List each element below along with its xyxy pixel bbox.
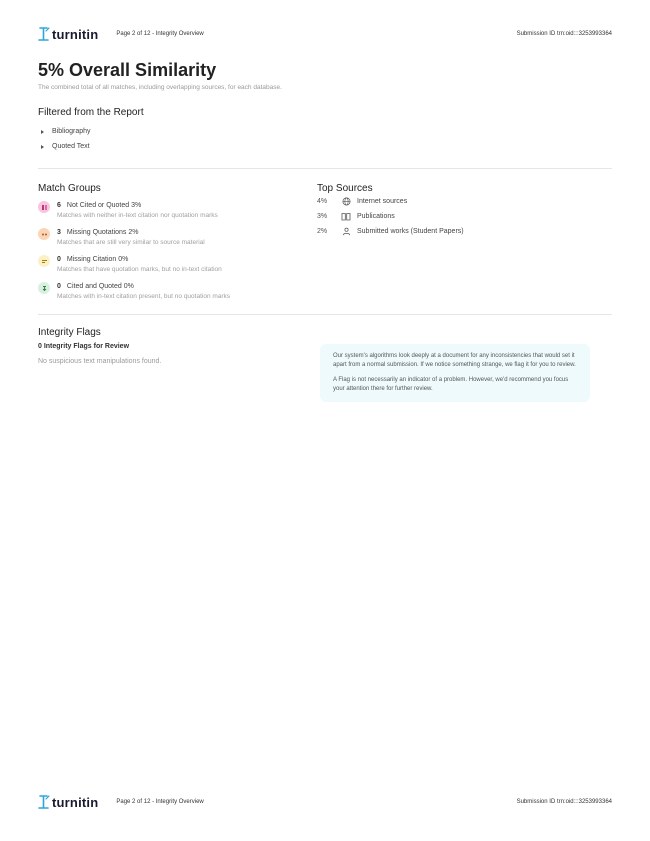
divider — [38, 314, 612, 315]
book-icon — [341, 212, 351, 222]
page-header — [38, 24, 612, 44]
source-percent: 4% — [317, 198, 328, 205]
match-group-item[interactable] — [38, 201, 317, 221]
match-group-item[interactable] — [38, 255, 317, 275]
person-icon — [341, 227, 351, 237]
match-count: 3 — [57, 229, 61, 236]
match-label: Missing Citation 0% — [66, 256, 129, 263]
bullet-icon — [41, 130, 44, 134]
turnitin-logo-icon — [38, 794, 50, 810]
page-info: Page 2 of 12 - Integrity Overview — [116, 799, 204, 805]
page-info: Page 2 of 12 - Integrity Overview — [116, 31, 204, 37]
divider — [38, 168, 612, 169]
match-groups-heading: Match Groups — [38, 183, 101, 194]
page-footer — [38, 792, 612, 812]
info-paragraph: Our system's algorithms look deeply at a document for any inconsistencies that would set it apart from a normal submission. If we notice something strange, we flag it for you to review. — [333, 353, 576, 368]
integrity-flags-count: 0 Integrity Flags for Review — [38, 343, 130, 350]
match-description: Matches that are still very similar to source material — [57, 239, 205, 246]
submission-id: Submission ID trn:oid:::3253993364 — [516, 31, 612, 37]
filtered-list — [38, 124, 612, 154]
match-label: Not Cited or Quoted 3% — [66, 202, 142, 209]
turnitin-logo — [38, 794, 98, 810]
match-count: 0 — [57, 283, 61, 290]
match-count: 6 — [57, 202, 61, 209]
logo-text: turnitin — [52, 794, 99, 810]
match-group-item[interactable] — [38, 282, 317, 302]
source-label: Internet sources — [357, 198, 408, 205]
filtered-item: Quoted Text — [38, 139, 612, 154]
integrity-flags-heading: Integrity Flags — [38, 327, 101, 338]
globe-icon — [341, 197, 351, 207]
match-description: Matches with in-text citation present, but no quotation marks — [57, 293, 231, 300]
source-label: Publications — [357, 213, 395, 220]
missing-quotations-icon — [38, 228, 50, 240]
source-row[interactable] — [317, 194, 612, 209]
source-row[interactable] — [317, 224, 612, 239]
match-description: Matches that have quotation marks, but no in-text citation — [57, 266, 222, 273]
match-label: Cited and Quoted 0% — [66, 283, 134, 290]
integrity-flags-section — [38, 327, 612, 402]
match-label: Missing Quotations 2% — [66, 229, 139, 236]
turnitin-logo-icon — [38, 26, 50, 42]
not-cited-icon — [38, 201, 50, 213]
match-groups — [38, 183, 317, 302]
info-paragraph: A Flag is not necessarily an indicator of a problem. However, we'd recommend you focus your attention there for further review. — [333, 377, 569, 392]
source-percent: 2% — [317, 228, 328, 235]
source-label: Submitted works (Student Papers) — [357, 228, 464, 235]
match-group-item[interactable] — [38, 228, 317, 248]
bullet-icon — [41, 145, 44, 149]
match-description: Matches with neither in-text citation nor quotation marks — [57, 212, 218, 219]
integrity-flags-summary — [38, 327, 320, 402]
report-body — [38, 58, 612, 402]
source-percent: 3% — [317, 213, 328, 220]
submission-id: Submission ID trn:oid:::3253993364 — [516, 799, 612, 805]
matches-and-sources — [38, 183, 612, 302]
integrity-flags-none: No suspicious text manipulations found. — [38, 358, 162, 365]
filtered-heading: Filtered from the Report — [38, 107, 144, 118]
cited-quoted-icon — [38, 282, 50, 294]
turnitin-logo — [38, 26, 98, 42]
filtered-section — [38, 107, 612, 154]
match-count: 0 — [57, 256, 61, 263]
filtered-item: Bibliography — [38, 124, 612, 139]
top-sources — [317, 183, 612, 302]
source-row[interactable] — [317, 209, 612, 224]
missing-citation-icon — [38, 255, 50, 267]
page-title: 5% Overall Similarity — [38, 60, 217, 80]
logo-text: turnitin — [52, 26, 99, 42]
top-sources-heading: Top Sources — [317, 183, 373, 194]
page-subtitle: The combined total of all matches, including overlapping sources, for each database. — [38, 84, 282, 91]
integrity-info-box — [320, 344, 590, 402]
